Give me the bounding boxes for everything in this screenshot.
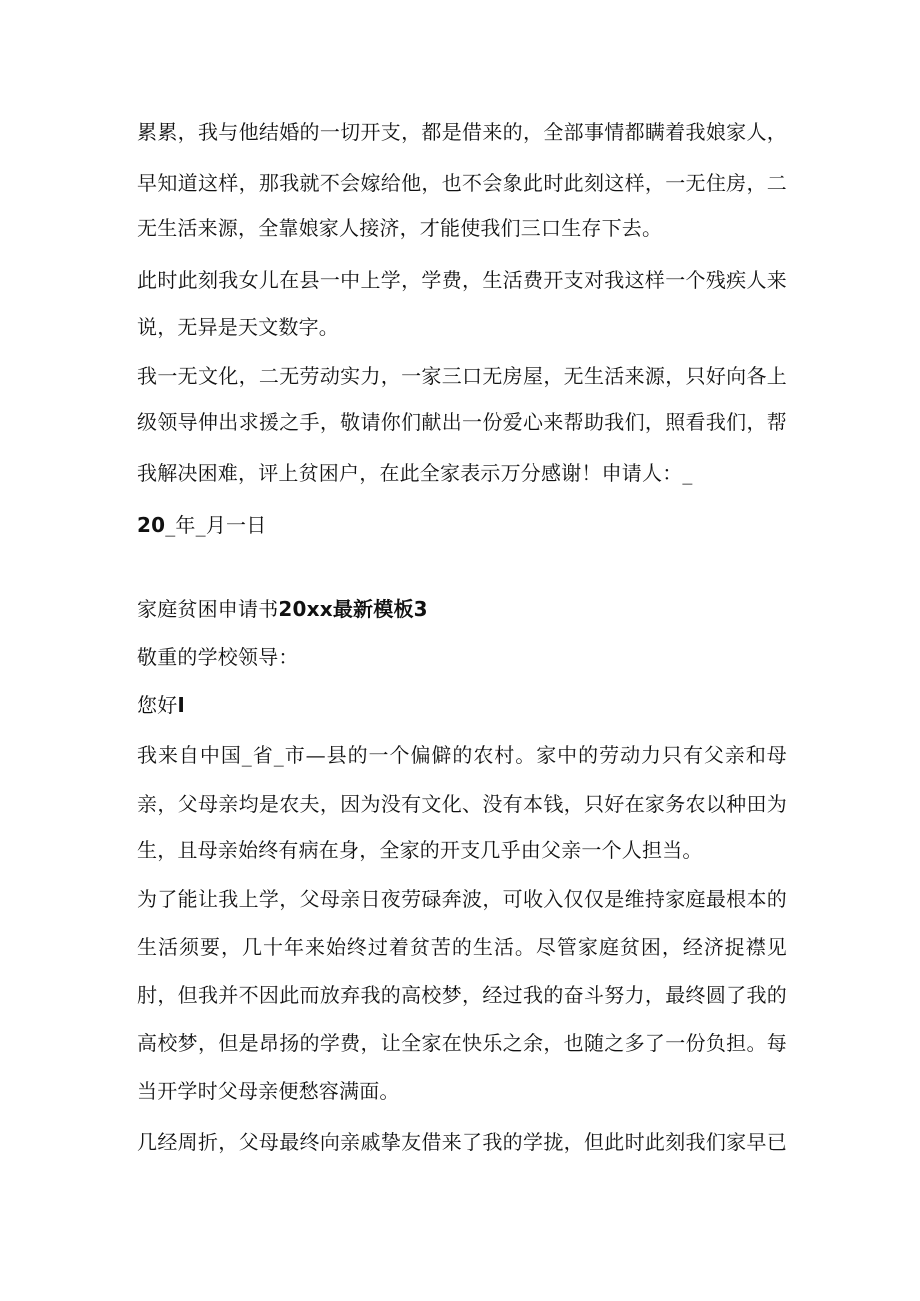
paragraph-line: 早知道这样，那我就不会嫁给他，也不会象此时此刻这样，一无住房，二 [137, 171, 787, 195]
greeting [137, 693, 787, 717]
paragraph-line: 我来自中国_省_市—县的一个偏僻的农村。家中的劳动力只有父亲和母 [137, 743, 787, 767]
paragraph-line: 无生活来源，全靠娘家人接济，才能使我们三口生存下去。 [137, 216, 663, 240]
paragraph-line: 当开学时父母亲便愁容满面。 [137, 1079, 400, 1103]
paragraph-line: 累累，我与他结婚的一切开支，都是借来的，全部事情都瞒着我娘家人， [137, 120, 787, 144]
date-rest: _年_月一日 [165, 513, 267, 537]
paragraph-line: 亲，父母亲均是农夫，因为没有文化、没有本钱，只好在家务农以种田为 [137, 792, 787, 816]
greeting-mark: I [177, 693, 186, 717]
paragraph-line: 我一无文化，二无劳动实力，一家三口无房屋，无生活来源，只好向各上 [137, 364, 787, 388]
paragraph-line: 肘，但我并不因此而放弃我的高校梦，经过我的奋斗努力，最终圆了我的 [137, 983, 787, 1007]
paragraph-line: 为了能让我上学，父母亲日夜劳碌奔波，可收入仅仅是维持家庭最根本的 [137, 887, 787, 911]
date-year-prefix: 20 [137, 513, 166, 537]
date-line [137, 513, 787, 537]
section-title [137, 597, 787, 621]
paragraph-line: 此时此刻我女儿在县一中上学，学费，生活费开支对我这样一个残疾人来 [137, 268, 787, 292]
paragraph-line: 高校梦，但是昂扬的学费，让全家在快乐之余，也随之多了一份负担。每 [137, 1031, 787, 1055]
salutation: 敬重的学校领导： [137, 645, 299, 669]
section-title-suffix: 20xx最新模板3 [278, 597, 428, 621]
section-title-prefix: 家庭贫困申请书 [137, 597, 279, 621]
paragraph-line: 生，且母亲始终有病在身，全家的开支几乎由父亲一个人担当。 [137, 838, 703, 862]
paragraph-line: 级领导伸出求援之手，敬请你们献出一份爱心来帮助我们，照看我们，帮 [137, 410, 787, 434]
greeting-text: 您好 [137, 693, 178, 717]
paragraph-line: 生活须要，几十年来始终过着贫苦的生活。尽管家庭贫困，经济捉襟见 [137, 935, 787, 959]
paragraph-line: 我解决困难，评上贫困户，在此全家表示万分感谢！申请人：_ [137, 461, 693, 485]
paragraph-line: 几经周折，父母最终向亲戚挚友借来了我的学拢，但此时此刻我们家早已 [137, 1130, 787, 1154]
paragraph-line: 说，无异是天文数字。 [137, 315, 339, 339]
